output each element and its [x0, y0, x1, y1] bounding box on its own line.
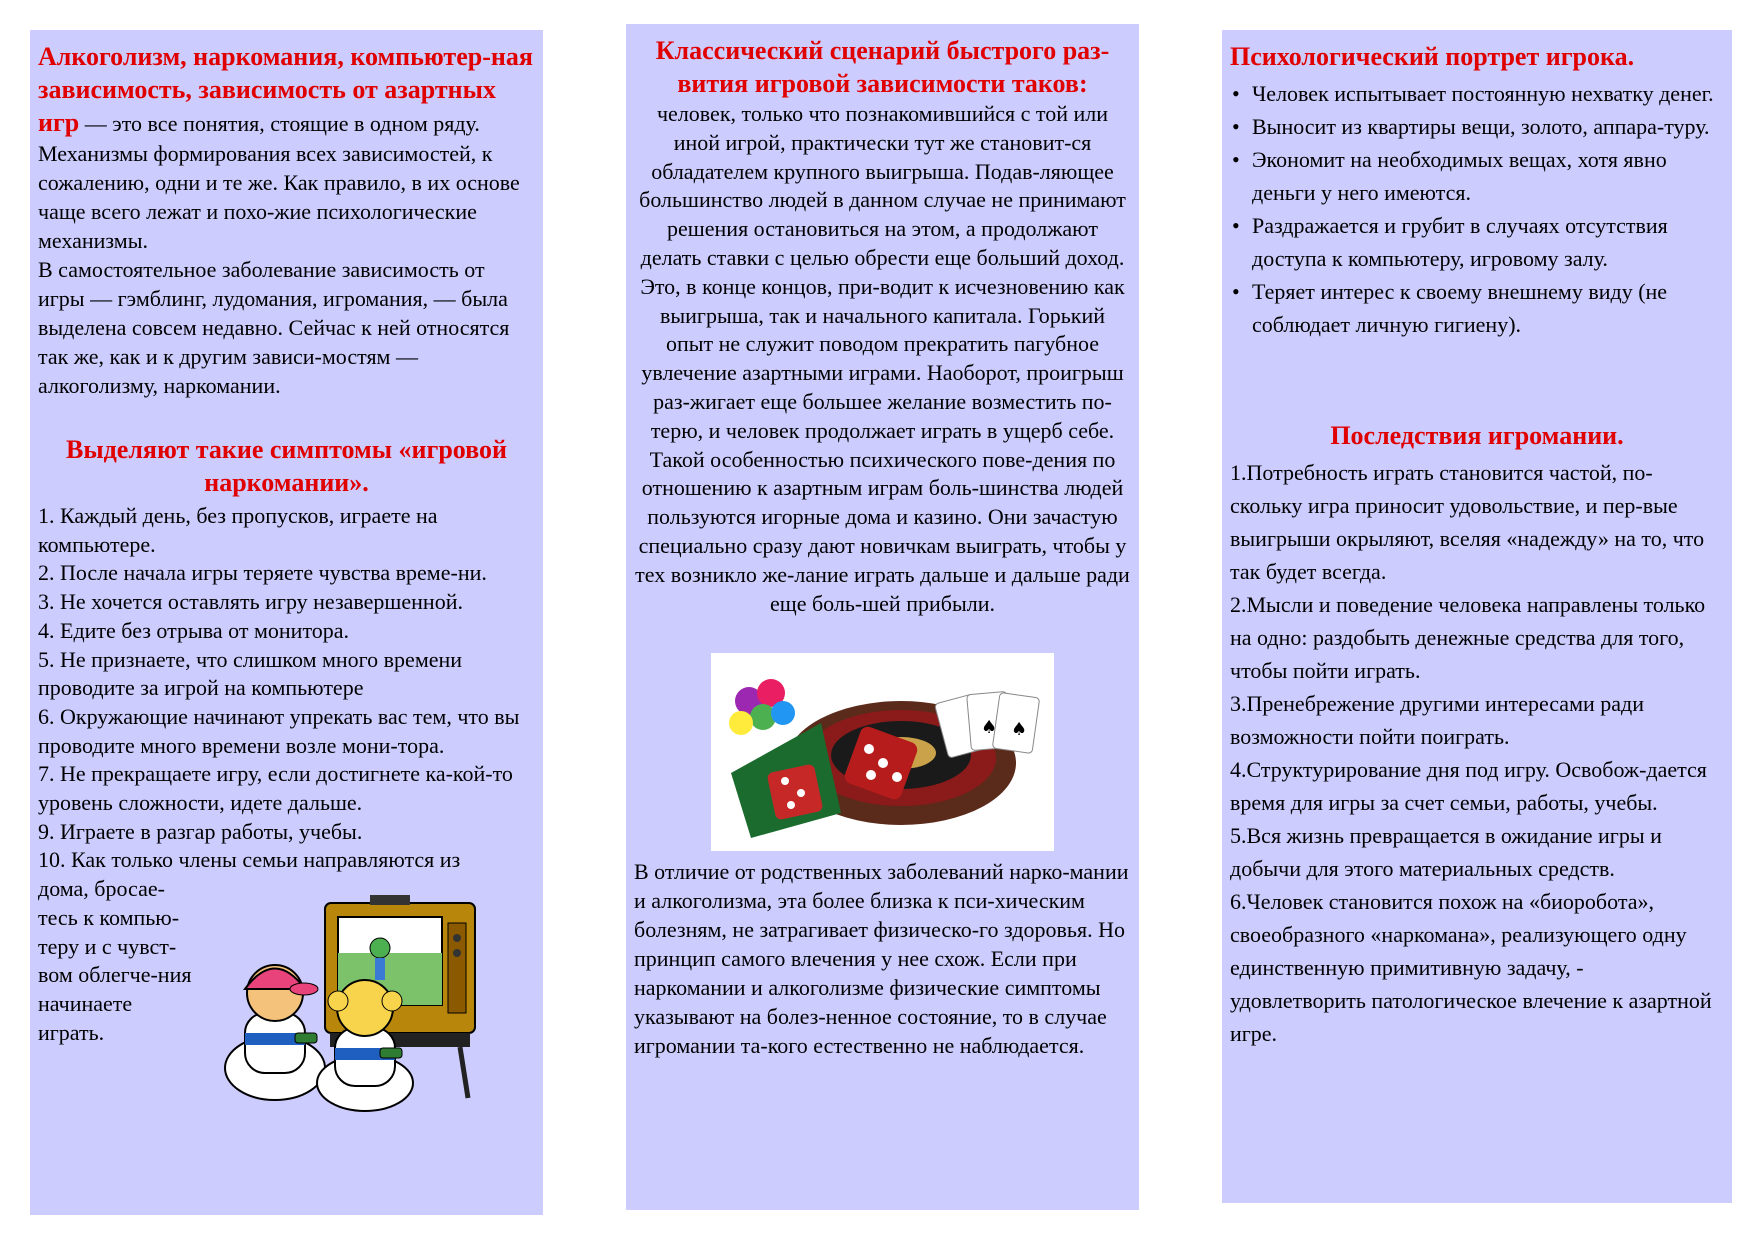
svg-text:♠: ♠ — [981, 717, 998, 739]
symptom-item: 4. Едите без отрыва от монитора. — [38, 617, 350, 643]
intro-paragraph — [38, 40, 535, 255]
portrait-item: • Выносит из квартиры вещи, золото, аппара-туру. — [1230, 110, 1724, 143]
symptoms-list — [38, 502, 535, 875]
symptom-tail-row — [38, 875, 535, 1047]
intro-text: — это все понятия, стоящие в одном ряду. Механизмы формирования всех зависимостей, к сожалению, одни и те же. Как правило, в их основе чаще всего лежат и похо-жие психологические механизмы. — [38, 111, 520, 253]
consequences-heading: Последствия игромании. — [1330, 421, 1624, 450]
panel-addiction-symptoms — [30, 30, 543, 1215]
scenario-paragraph: человек, только что познакомившийся с той или иной игрой, практически тут же становит-ся обладателем крупного выигрыша. Подав-ляющее большинство людей в данном случае не принимают решения остановиться на этом, а продолжают делать ставки с целью обрести еще больший доход. Это, в конце концов, при-водит к исчезновению как выигрыша, так и начального капитала. Горький опыт не служит поводом прекратить пагубное увлечение азартными играми. Наоборот, проигрыш раз-жигает еще большее желание возместить по-терю, и человек продолжает играть в ущерб себе. Такой особенностью психического пове-дения по отношению к азартным играм боль-шинства людей пользуются игорные дома и казино. Они зачастую специально сразу дают новичкам выиграть, чтобы у тех возникло же-лание играть дальше и дальше ради еще боль-шей прибыли. — [635, 101, 1130, 616]
symptom-item: 5. Не признаете, что слишком много времени проводите за игрой на компьютере — [38, 646, 463, 701]
consequence-item: 6.Человек становится похож на «биоробота», своеобразного «наркомана», реализующего одну единственную примитивную задачу, - удовлетворить патологическое влечение к азартной игре. — [1230, 889, 1712, 1046]
consequence-item: 3.Пренебрежение другими интересами ради возможности пойти поиграть. — [1230, 691, 1644, 749]
consequence-item: 2.Мысли и поведение человека направлены только на одно: раздобыть денежные средства для того, чтобы пойти играть. — [1230, 592, 1706, 683]
consequence-item: 1.Потребность играть становится частой, по-скольку игра приносит удовольствие, и пер-вые выигрыши окрыляют, вселяя «надежду» на то, что так будет всегда. — [1230, 460, 1705, 584]
scenario-heading: Классический сценарий быстрого раз-вития игровой зависимости таков: — [655, 36, 1110, 98]
comparison-paragraph: В отличие от родственных заболеваний нарко-мании и алкоголизма, эта более близка к пси-хическим болезням, не затрагивает физическо-го здоровья. Но принцип самого влечения у нее схож. Если при наркомании и алкоголизме физические симптомы указывают на болез-ненное состояние, то в случае игромании та-кого естественно не наблюдается. — [634, 859, 1129, 1059]
intro-highlight: Алкоголизм, наркомания, компьютер-ная зависимость, зависимость от азартных игр — [38, 42, 533, 137]
symptom-item: 2. После начала игры теряете чувства време-ни. — [38, 560, 487, 586]
portrait-item: • Человек испытывает постоянную нехватку денег. — [1230, 77, 1724, 110]
consequence-item: 4.Структурирование дня под игру. Освобож-дается время для игры за счет семьи, работы, учебы. — [1230, 757, 1707, 815]
symptoms-heading: Выделяют такие симптомы «игровой наркомании». — [66, 435, 507, 497]
consequences-list — [1230, 456, 1724, 1050]
portrait-item: • Раздражается и грубит в случаях отсутствия доступа к компьютеру, игровому залу. — [1230, 209, 1724, 275]
symptom-item: 10. Как только члены семьи направляются из — [38, 847, 461, 873]
casino-illustration — [711, 653, 1054, 851]
symptom-item: 9. Играете в разгар работы, учебы. — [38, 818, 363, 844]
symptom-item: 3. Не хочется оставлять игру незавершенной. — [38, 589, 463, 615]
symptom-item: 7. Не прекращаете игру, если достигнете ка-кой-то уровень сложности, идете дальше. — [38, 761, 513, 816]
kids-video-game-illustration — [220, 893, 490, 1113]
panel-player-portrait — [1222, 30, 1732, 1203]
portrait-list — [1230, 77, 1724, 341]
consequence-item: 5.Вся жизнь превращается в ожидание игры и добычи для этого материальных средств. — [1230, 823, 1662, 881]
symptom-item-continuation: дома, бросае-тесь к компью-теру и с чувст-вом облегче-ния начинаете играть. — [38, 876, 192, 1045]
symptom-item: 6. Окружающие начинают упрекать вас тем, что вы проводите много времени возле мони-тора. — [38, 703, 520, 758]
svg-text:♠: ♠ — [1011, 719, 1028, 741]
panel-addiction-scenario — [626, 24, 1139, 1210]
gambling-disease-paragraph: В самостоятельное заболевание зависимость от игры — гэмблинг, лудомания, игромания, — была выделена совсем недавно. Сейчас к ней относятся так же, как и к другим зависи-мостям — алкоголизму, наркомании. — [38, 257, 510, 398]
symptom-item: 1. Каждый день, без пропусков, играете на компьютере. — [38, 503, 438, 557]
portrait-heading: Психологический портрет игрока. — [1230, 42, 1635, 71]
portrait-item: • Теряет интерес к своему внешнему виду (не соблюдает личную гигиену). — [1230, 275, 1724, 341]
portrait-item: • Экономит на необходимых вещах, хотя явно деньги у него имеются. — [1230, 143, 1724, 209]
